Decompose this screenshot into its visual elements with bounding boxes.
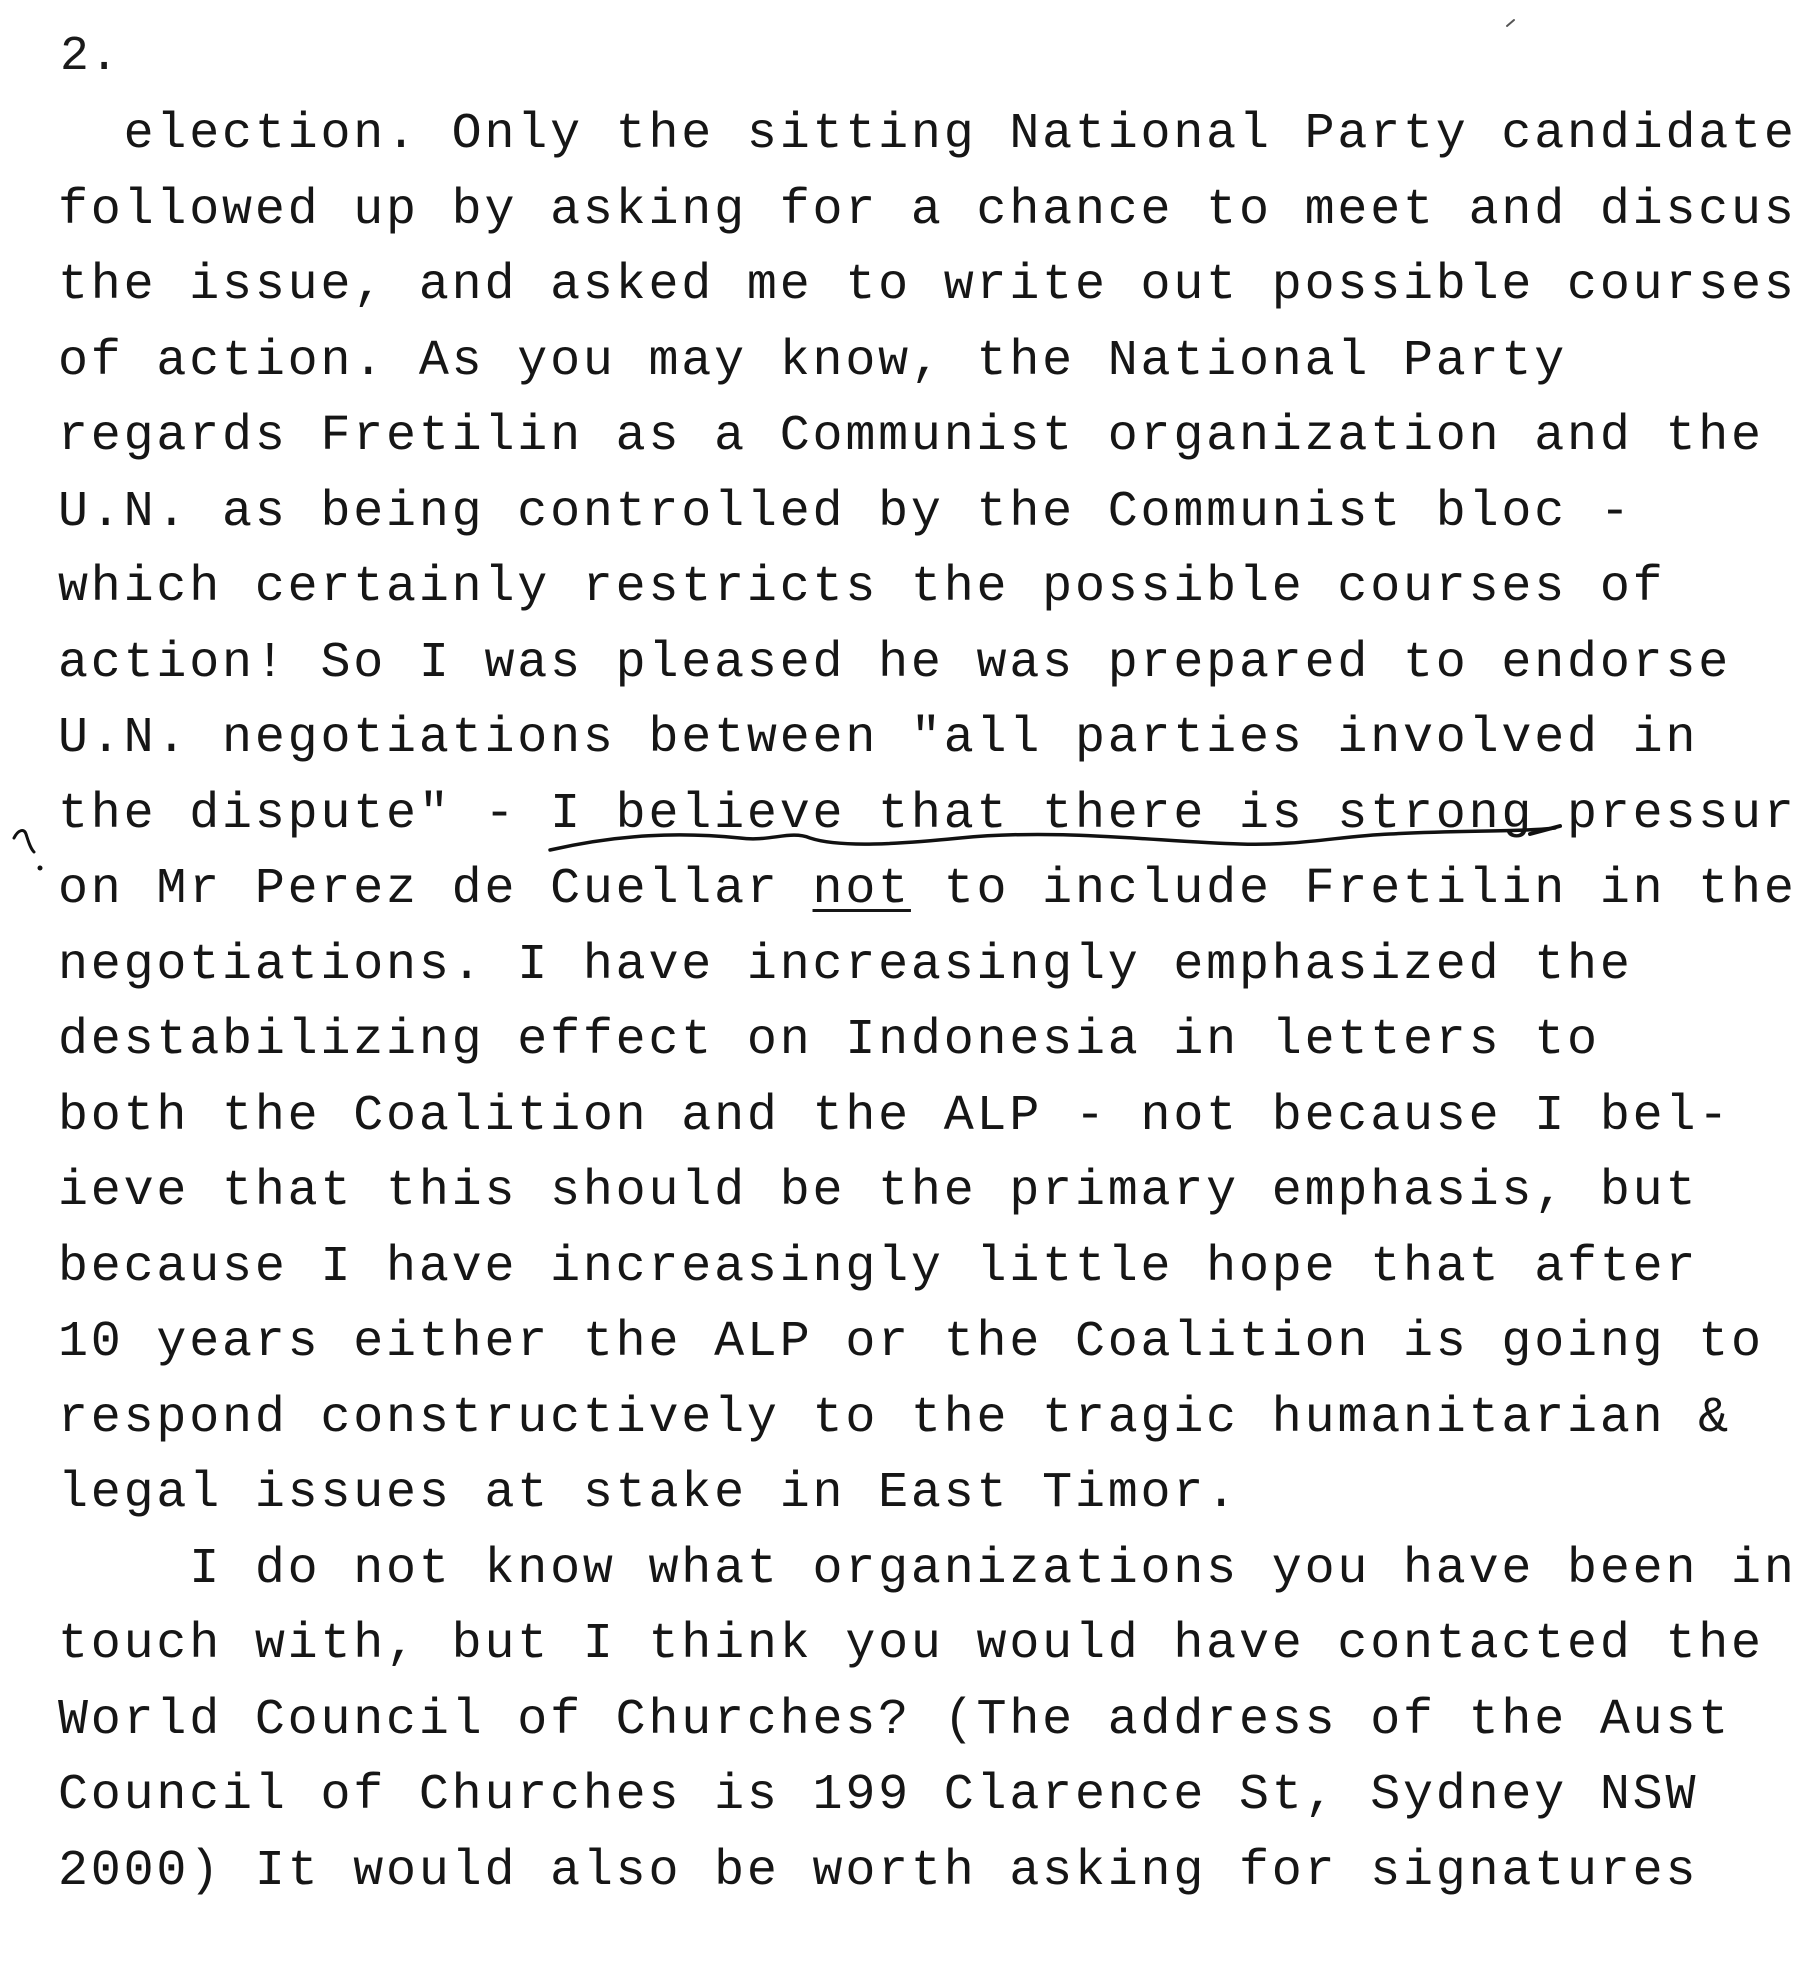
margin-tick-mark xyxy=(8,818,48,878)
text-line: negotiations. I have increasingly emphasized the xyxy=(58,937,1633,994)
text-line: 10 years either the ALP or the Coalition is going to xyxy=(58,1314,1764,1371)
text-line: ieve that this should be the primary emphasis, but xyxy=(58,1163,1699,1220)
text-line: election. Only the sitting National Party candidate xyxy=(58,106,1797,163)
text-line: the issue, and asked me to write out possible courses xyxy=(58,257,1797,314)
page-number: 2. xyxy=(60,30,120,84)
handwritten-wavy-underline xyxy=(540,820,1570,860)
text-line-with-underline xyxy=(58,861,1797,918)
text-line: which certainly restricts the possible courses of xyxy=(58,559,1666,616)
text-line: followed up by asking for a chance to meet and discus xyxy=(58,182,1797,239)
text-line: touch with, but I think you would have contacted the xyxy=(58,1616,1764,1673)
text-line: because I have increasingly little hope that after xyxy=(58,1239,1699,1296)
text-segment: to include Fretilin in the xyxy=(910,861,1797,918)
text-line: U.N. as being controlled by the Communist bloc - xyxy=(58,484,1633,541)
text-line: respond constructively to the tragic humanitarian & xyxy=(58,1390,1732,1447)
text-line: regards Fretilin as a Communist organization and the xyxy=(58,408,1764,465)
text-line: action! So I was pleased he was prepared to endorse xyxy=(58,635,1732,692)
text-line: legal issues at stake in East Timor. xyxy=(58,1465,1239,1522)
text-line: the dispute" - I believe that there is strong pressur xyxy=(58,786,1797,843)
text-segment: on Mr Perez de Cuellar xyxy=(58,861,813,918)
paper-speck xyxy=(1504,16,1518,30)
text-line: destabilizing effect on Indonesia in letters to xyxy=(58,1012,1600,1069)
text-line: U.N. negotiations between "all parties involved in xyxy=(58,710,1699,767)
text-line: both the Coalition and the ALP - not because I bel- xyxy=(58,1088,1732,1145)
text-line: Council of Churches is 199 Clarence St, Sydney NSW xyxy=(58,1767,1699,1824)
text-line: World Council of Churches? (The address of the Aust xyxy=(58,1692,1732,1749)
underlined-word: not xyxy=(812,861,911,918)
text-line: 2000) It would also be worth asking for signatures xyxy=(58,1843,1699,1900)
text-line: I do not know what organizations you have been in xyxy=(58,1541,1797,1598)
text-line: of action. As you may know, the National Party xyxy=(58,333,1568,390)
